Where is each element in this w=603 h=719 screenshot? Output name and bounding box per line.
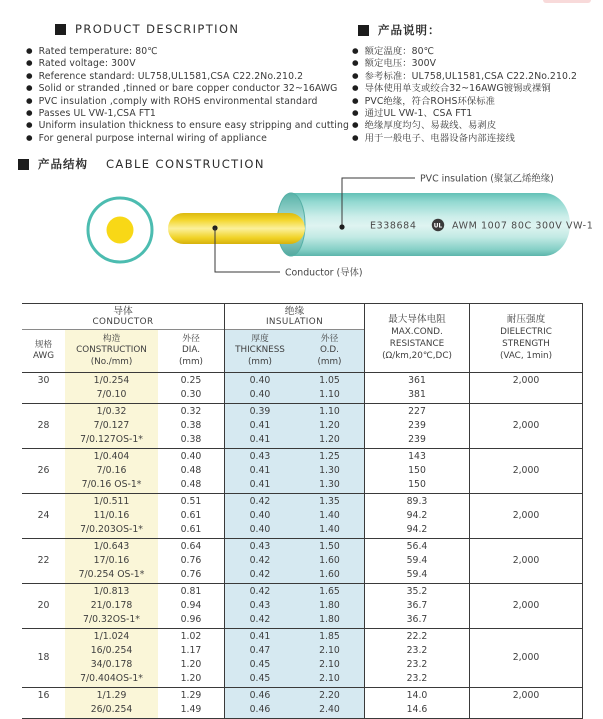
- header-line: (mm): [247, 356, 272, 367]
- bullet-icon: ●: [26, 83, 33, 93]
- product-description-title-zh: [358, 22, 441, 38]
- value-thickness: 0.42: [249, 586, 271, 597]
- list-item-text: Uniform insulation thickness to ensure easy stripping and cutting: [38, 120, 349, 132]
- value-construction: 1/0.813: [93, 586, 130, 597]
- value-dielectric: 2,000: [512, 690, 540, 701]
- col-header-thickness: [225, 330, 295, 372]
- value-construction: 26/0.254: [90, 704, 133, 715]
- list-item: [26, 132, 349, 144]
- list-item-text: PVC绝缘，符合ROHS环保标准: [364, 95, 496, 107]
- cell-construction: [65, 629, 158, 687]
- value-resistance: 35.2: [406, 586, 428, 597]
- value-construction: 7/0.127OS-1*: [80, 434, 143, 445]
- cell-od: [295, 629, 365, 687]
- table-row-awg-26: [22, 449, 583, 494]
- value-resistance: 150: [408, 479, 426, 490]
- bullet-icon: ●: [352, 107, 359, 117]
- bullet-icon: ●: [26, 107, 33, 117]
- group-header-insulation: [225, 304, 364, 330]
- value-construction: 1/0.32: [96, 406, 127, 417]
- list-item-text: 额定温度：80℃: [364, 46, 435, 57]
- value-dia: 0.32: [180, 406, 202, 417]
- value-thickness: 0.45: [249, 659, 271, 670]
- cell-awg: [22, 494, 65, 538]
- header-line: CONSTRUCTION: [76, 345, 147, 356]
- list-item-text: Rated temperature: 80℃: [38, 46, 158, 57]
- cell-dia: [158, 373, 225, 403]
- value-construction: 34/0.178: [90, 659, 133, 670]
- insulation-subheaders: [225, 330, 364, 372]
- cell-awg: [22, 584, 65, 628]
- product-description-title-text: PRODUCT DESCRIPTION: [75, 22, 240, 36]
- value-resistance: 381: [408, 389, 426, 400]
- bullet-icon: ●: [26, 132, 33, 142]
- value-thickness: 0.45: [249, 673, 271, 684]
- header-line: STRENGTH: [502, 339, 550, 349]
- value-od: 1.30: [319, 465, 340, 476]
- group-header-insulation-en: INSULATION: [265, 316, 324, 327]
- col-header-dia: [158, 330, 224, 372]
- value-construction: 1/0.643: [93, 541, 130, 552]
- cell-dia: [158, 449, 225, 493]
- value-construction: 7/0.254 OS-1*: [78, 569, 145, 580]
- header-line: (Ω/km,20℃,DC): [382, 351, 452, 361]
- cell-dielectric: [470, 449, 583, 493]
- value-construction: 1/0.511: [93, 496, 130, 507]
- cell-construction: [65, 373, 158, 403]
- value-od: 1.60: [319, 555, 340, 566]
- cell-awg: [22, 449, 65, 493]
- value-thickness: 0.41: [249, 434, 271, 445]
- cell-thickness: [225, 404, 295, 448]
- list-item: [26, 107, 349, 119]
- value-thickness: 0.41: [249, 420, 271, 431]
- value-resistance: 36.7: [406, 600, 428, 611]
- value-construction: 1/1.29: [96, 690, 127, 701]
- cell-construction: [65, 404, 158, 448]
- value-resistance: 23.2: [406, 645, 428, 656]
- list-item: [352, 107, 577, 119]
- description-list-zh: [352, 45, 577, 144]
- cell-dia: [158, 539, 225, 583]
- cell-od: [295, 404, 365, 448]
- group-header-insulation-zh: 绝缘: [284, 305, 305, 317]
- header-line: MAX.COND.: [391, 327, 443, 337]
- value-thickness: 0.46: [249, 690, 271, 701]
- value-construction: 7/0.127: [93, 420, 130, 431]
- value-dielectric: 2,000: [512, 652, 540, 663]
- value-dielectric: 2,000: [512, 420, 540, 431]
- value-thickness: 0.41: [249, 465, 271, 476]
- cell-dielectric: [470, 373, 583, 403]
- table-row-awg-20: [22, 584, 583, 629]
- value-construction: 7/0.10: [96, 389, 127, 400]
- header-line: RESISTANCE: [389, 339, 445, 349]
- cell-dielectric: [470, 494, 583, 538]
- value-od: 1.40: [319, 510, 340, 521]
- list-item: [352, 119, 577, 131]
- cell-construction: [65, 539, 158, 583]
- conductor-group: [22, 304, 225, 372]
- list-item-text: Rated voltage: 300V: [38, 58, 136, 70]
- header-line: DIA.: [181, 345, 201, 356]
- conductor-label: Conductor (导体): [285, 267, 363, 279]
- cell-thickness: [225, 494, 295, 538]
- header-line: DIELECTRIC: [500, 327, 552, 337]
- value-awg: 28: [37, 420, 50, 431]
- value-awg: 26: [37, 465, 50, 476]
- cell-dia: [158, 404, 225, 448]
- cell-construction: [65, 494, 158, 538]
- product-description-title: [55, 22, 239, 36]
- header-line: 耐压强度: [506, 314, 546, 325]
- value-dia: 0.64: [180, 541, 202, 552]
- group-header-conductor-en: CONDUCTOR: [92, 316, 154, 327]
- insulation-label: PVC insulation (聚氯乙烯绝缘): [420, 173, 554, 185]
- value-thickness: 0.43: [249, 451, 271, 462]
- col-header-dielectric: [470, 304, 583, 372]
- bullet-icon: ●: [352, 46, 359, 55]
- bullet-icon: ●: [352, 70, 359, 80]
- value-construction: 21/0.178: [90, 600, 133, 611]
- value-thickness: 0.42: [249, 569, 271, 580]
- group-header-conductor-zh: 导体: [113, 305, 133, 317]
- bullet-icon: ●: [26, 58, 33, 68]
- cell-awg: [22, 539, 65, 583]
- value-construction: 16/0.254: [90, 645, 133, 656]
- cell-thickness: [225, 584, 295, 628]
- ul-logo-text: UL: [433, 223, 443, 230]
- value-od: 1.40: [319, 524, 340, 535]
- col-header-od: [295, 330, 364, 372]
- value-resistance: 59.4: [406, 569, 428, 580]
- bullet-icon: ●: [352, 132, 359, 142]
- cell-construction: [65, 584, 158, 628]
- value-construction: 1/0.254: [93, 375, 130, 386]
- value-dia: 0.76: [180, 569, 202, 580]
- list-item: [352, 45, 577, 57]
- value-dia: 0.38: [180, 420, 202, 431]
- value-resistance: 23.2: [406, 659, 428, 670]
- insulation-leader-dot: [339, 224, 344, 229]
- value-thickness: 0.40: [249, 524, 271, 535]
- cell-thickness: [225, 539, 295, 583]
- value-construction: 17/0.16: [93, 555, 130, 566]
- cell-dielectric: [470, 539, 583, 583]
- cell-od: [295, 449, 365, 493]
- cell-od: [295, 373, 365, 403]
- value-awg: 20: [37, 600, 50, 611]
- value-awg: 22: [37, 555, 50, 566]
- value-thickness: 0.41: [249, 479, 271, 490]
- value-resistance: 23.2: [406, 673, 428, 684]
- bullet-icon: ●: [26, 46, 33, 55]
- table-row-awg-16: [22, 688, 583, 719]
- value-thickness: 0.43: [249, 541, 271, 552]
- table-row-awg-18: [22, 629, 583, 688]
- spec-table: [22, 303, 583, 719]
- value-construction: 7/0.404OS-1*: [80, 673, 143, 684]
- list-item: [26, 70, 349, 82]
- value-od: 1.60: [319, 569, 340, 580]
- conductor-subheaders: [22, 330, 224, 372]
- value-dia: 1.29: [180, 690, 202, 701]
- value-awg: 24: [37, 510, 50, 521]
- value-dia: 0.48: [180, 465, 202, 476]
- list-item-text: Passes UL VW-1,CSA FT1: [38, 107, 156, 119]
- cell-awg: [22, 629, 65, 687]
- value-dia: 0.48: [180, 479, 202, 490]
- value-thickness: 0.41: [249, 631, 271, 642]
- value-od: 1.30: [319, 479, 340, 490]
- value-thickness: 0.39: [249, 406, 271, 417]
- value-awg: 18: [37, 652, 50, 663]
- list-item-text: 通过UL VW-1、CSA FT1: [364, 107, 473, 119]
- list-item: [352, 82, 577, 94]
- col-header-construction: [65, 330, 158, 372]
- value-od: 2.20: [319, 690, 340, 701]
- table-row-awg-28: [22, 404, 583, 449]
- value-dia: 1.20: [180, 659, 202, 670]
- list-item: [26, 45, 349, 57]
- header-line: 厚度: [251, 333, 269, 344]
- list-item-text: 用于一般电子、电器设备内部连接线: [364, 132, 516, 144]
- section-square-icon: [55, 24, 66, 35]
- value-dia: 1.49: [180, 704, 202, 715]
- value-thickness: 0.40: [249, 389, 271, 400]
- value-od: 1.80: [319, 600, 340, 611]
- cell-od: [295, 539, 365, 583]
- value-dielectric: 2,000: [512, 375, 540, 386]
- description-list-en: [26, 45, 349, 144]
- value-od: 1.10: [319, 389, 340, 400]
- cell-awg: [22, 404, 65, 448]
- value-construction: 7/0.32OS-1*: [83, 614, 140, 625]
- value-resistance: 36.7: [406, 614, 428, 625]
- cell-dia: [158, 494, 225, 538]
- cell-resistance: [365, 373, 470, 403]
- value-dia: 0.76: [180, 555, 202, 566]
- list-item: [352, 57, 577, 69]
- header-line: (No./mm): [90, 356, 133, 367]
- group-header-conductor: [22, 304, 224, 330]
- value-dielectric: 2,000: [512, 555, 540, 566]
- cell-resistance: [365, 449, 470, 493]
- section-square-icon: [358, 25, 369, 36]
- jacket-print-left: E338684: [370, 220, 417, 232]
- value-dia: 0.38: [180, 434, 202, 445]
- cable-diagram: [0, 150, 603, 295]
- header-line: THICKNESS: [235, 345, 285, 356]
- value-od: 1.20: [319, 434, 340, 445]
- header-line: 构造: [102, 333, 121, 344]
- list-item: [26, 57, 349, 69]
- value-od: 1.10: [319, 406, 340, 417]
- value-dia: 1.02: [180, 631, 202, 642]
- cell-resistance: [365, 404, 470, 448]
- cable-construction-title-zh: 产品结构: [38, 157, 88, 171]
- table-row-awg-22: [22, 539, 583, 584]
- cell-thickness: [225, 449, 295, 493]
- value-od: 1.80: [319, 614, 340, 625]
- insulation-group: [225, 304, 365, 372]
- value-thickness: 0.46: [249, 704, 271, 715]
- value-resistance: 94.2: [406, 524, 428, 535]
- value-dia: 0.30: [180, 389, 202, 400]
- header-line: 最大导体电阻: [388, 314, 446, 325]
- cell-resistance: [365, 539, 470, 583]
- list-item-text: 绝缘厚度均匀、易裁线、易剥皮: [364, 120, 497, 132]
- cropped-logo-fragment: [543, 0, 591, 3]
- value-resistance: 14.6: [406, 704, 428, 715]
- value-construction: 7/0.203OS-1*: [80, 524, 143, 535]
- cell-dia: [158, 629, 225, 687]
- value-resistance: 239: [408, 434, 426, 445]
- cell-thickness: [225, 373, 295, 403]
- header-line: 外径: [182, 333, 200, 344]
- bullet-icon: ●: [352, 95, 359, 105]
- cell-od: [295, 584, 365, 628]
- table-body: [22, 373, 583, 719]
- list-item-text: PVC insulation ,comply with ROHS environmental standard: [38, 95, 318, 107]
- value-dielectric: 2,000: [512, 510, 540, 521]
- value-construction: 1/0.404: [93, 451, 130, 462]
- value-thickness: 0.42: [249, 496, 271, 507]
- product-description-title-zh-text: 产品说明：: [378, 23, 441, 37]
- value-resistance: 59.4: [406, 555, 428, 566]
- value-od: 2.10: [319, 673, 340, 684]
- value-thickness: 0.40: [249, 375, 271, 386]
- cross-section-core: [107, 217, 134, 244]
- value-resistance: 227: [408, 406, 426, 417]
- value-awg: 16: [37, 690, 50, 701]
- value-dia: 1.20: [180, 673, 202, 684]
- bullet-icon: ●: [26, 70, 33, 80]
- col-header-awg: [22, 330, 65, 372]
- header-line: O.D.: [320, 345, 339, 356]
- cable-construction-title-en: CABLE CONSTRUCTION: [106, 157, 265, 171]
- list-item: [26, 119, 349, 131]
- value-construction: 7/0.16 OS-1*: [81, 479, 142, 490]
- cell-dielectric: [470, 629, 583, 687]
- col-header-resistance: [365, 304, 470, 372]
- header-line: AWG: [32, 351, 55, 361]
- value-dielectric: 2,000: [512, 465, 540, 476]
- value-resistance: 361: [408, 375, 426, 386]
- value-dia: 0.40: [180, 451, 202, 462]
- header-line: 规格: [34, 339, 53, 350]
- list-item-text: 参考标准：UL758,UL1581,CSA C22.2No.210.2: [364, 70, 578, 82]
- value-od: 1.65: [319, 586, 340, 597]
- value-construction: 1/1.024: [93, 631, 130, 642]
- cell-dielectric: [470, 584, 583, 628]
- value-resistance: 14.0: [406, 690, 428, 701]
- list-item: [352, 70, 577, 82]
- value-od: 1.35: [319, 496, 340, 507]
- value-od: 1.20: [319, 420, 340, 431]
- value-dia: 1.17: [180, 645, 202, 656]
- value-dia: 0.25: [180, 375, 202, 386]
- header-line: (VAC, 1min): [499, 351, 553, 361]
- list-item-text: Solid or stranded ,tinned or bare copper conductor 32~16AWG: [38, 83, 338, 95]
- table-header: [22, 304, 583, 373]
- cell-construction: [65, 449, 158, 493]
- cell-resistance: [365, 629, 470, 687]
- value-dia: 0.51: [180, 496, 202, 507]
- table-row-awg-30: [22, 373, 583, 404]
- bullet-icon: ●: [26, 95, 33, 105]
- jacket-print-right: AWM 1007 80C 300V VW-1: [452, 220, 594, 232]
- value-od: 2.10: [319, 659, 340, 670]
- value-dia: 0.94: [180, 600, 202, 611]
- value-dia: 0.96: [180, 614, 202, 625]
- cable-conductor: [168, 213, 305, 244]
- list-item-text: 导体使用单支或绞合32~16AWG镀锡或裸铜: [364, 83, 551, 95]
- value-od: 1.05: [319, 375, 340, 386]
- cell-awg: [22, 373, 65, 403]
- list-item-text: 额定电压：300V: [364, 58, 437, 70]
- value-dia: 0.61: [180, 510, 202, 521]
- value-thickness: 0.43: [249, 600, 271, 611]
- header-line: (mm): [178, 356, 203, 367]
- value-resistance: 143: [408, 451, 426, 462]
- value-construction: 7/0.16: [96, 465, 127, 476]
- list-item-text: For general purpose internal wiring of appliance: [38, 132, 267, 144]
- value-od: 1.50: [319, 541, 340, 552]
- list-item: [352, 132, 577, 144]
- bullet-icon: ●: [352, 120, 359, 130]
- cell-od: [295, 494, 365, 538]
- value-resistance: 94.2: [406, 510, 428, 521]
- table-row-awg-24: [22, 494, 583, 539]
- cell-dielectric: [470, 404, 583, 448]
- value-awg: 30: [37, 375, 50, 386]
- bullet-icon: ●: [352, 83, 359, 93]
- cell-resistance: [365, 494, 470, 538]
- header-line: 外径: [320, 333, 339, 344]
- cell-resistance: [365, 584, 470, 628]
- value-resistance: 239: [408, 420, 426, 431]
- value-resistance: 89.3: [406, 496, 428, 507]
- value-construction: 11/0.16: [93, 510, 130, 521]
- list-item-text: Reference standard: UL758,UL1581,CSA C22.2No.210.2: [38, 70, 304, 82]
- value-dia: 0.61: [180, 524, 202, 535]
- cell-thickness: [225, 629, 295, 687]
- list-item: [26, 82, 349, 94]
- value-od: 2.10: [319, 645, 340, 656]
- value-thickness: 0.42: [249, 614, 271, 625]
- value-thickness: 0.47: [249, 645, 271, 656]
- value-od: 1.85: [319, 631, 340, 642]
- value-resistance: 22.2: [406, 631, 428, 642]
- cell-dia: [158, 584, 225, 628]
- bullet-icon: ●: [352, 58, 359, 68]
- value-thickness: 0.42: [249, 555, 271, 566]
- value-resistance: 56.4: [406, 541, 428, 552]
- value-thickness: 0.40: [249, 510, 271, 521]
- value-resistance: 150: [408, 465, 426, 476]
- list-item: [352, 95, 577, 107]
- header-line: (mm): [317, 356, 342, 367]
- value-dia: 0.81: [180, 586, 202, 597]
- list-item: [26, 95, 349, 107]
- value-od: 2.40: [319, 704, 340, 715]
- value-dielectric: 2,000: [512, 600, 540, 611]
- value-od: 1.25: [319, 451, 340, 462]
- bullet-icon: ●: [26, 120, 33, 130]
